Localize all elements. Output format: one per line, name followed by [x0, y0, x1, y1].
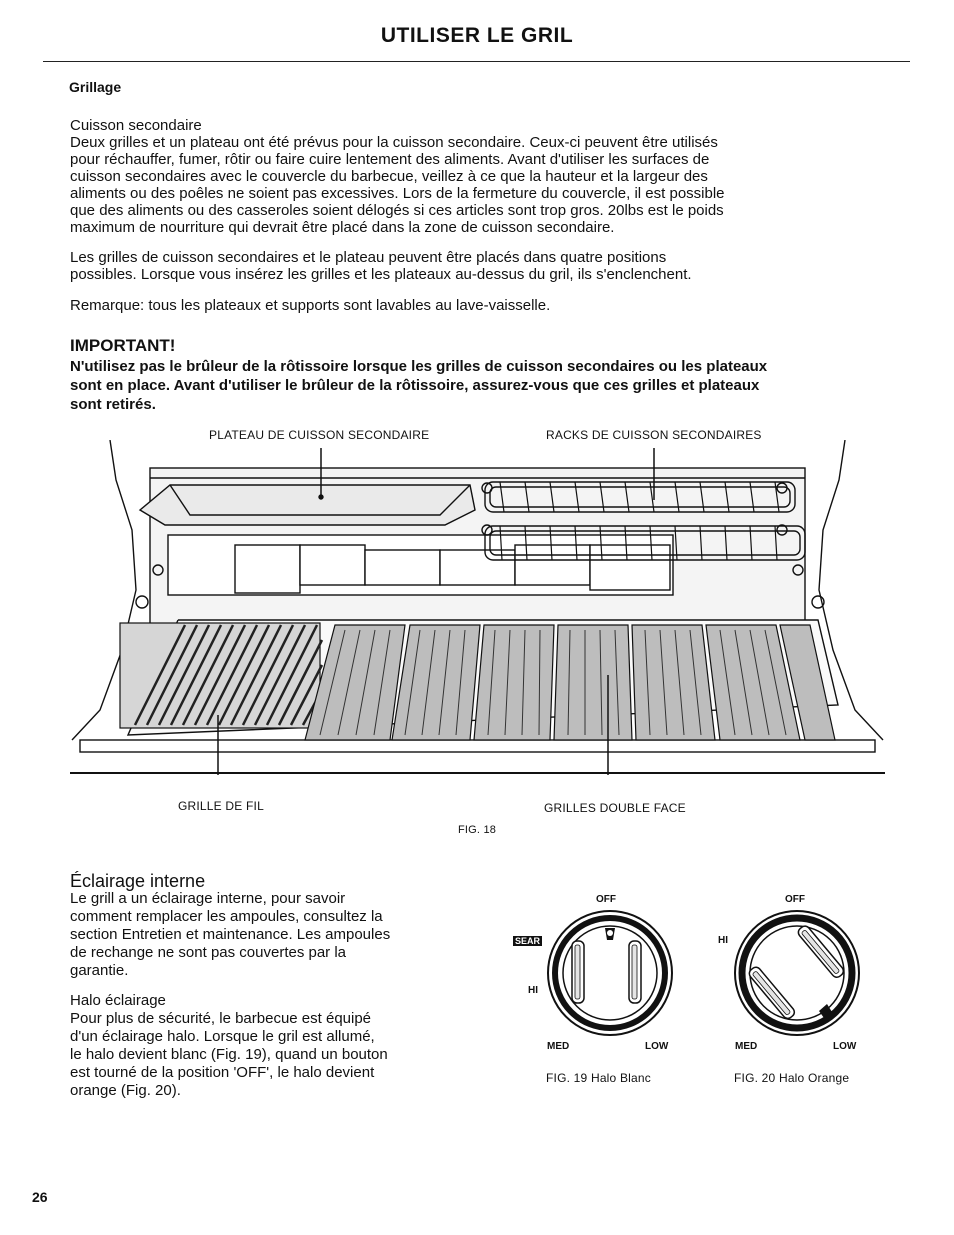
page-number: 26 [32, 1189, 48, 1205]
dial20-low-label: LOW [833, 1041, 857, 1052]
text-line: maximum de nourriture qui devrait être placé dans la zone de cuisson secondaire. [70, 219, 615, 236]
subheading-cuisson-secondaire: Cuisson secondaire [70, 117, 202, 134]
important-text [70, 357, 890, 414]
text-line: Le grill a un éclairage interne, pour savoir [70, 890, 346, 907]
paragraph-halo [70, 1010, 388, 1100]
text-line: Les grilles de cuisson secondaires et le plateau peuvent être placés dans quatre positions [70, 249, 667, 266]
section-heading-lighting: Éclairage interne [70, 871, 206, 891]
text-line: Deux grilles et un plateau ont été prévus pour la cuisson secondaire. Ceux-ci peuvent être utilisés [70, 134, 718, 151]
dial20-hi-label: HI [718, 935, 728, 946]
fig18-caption: FIG. 18 [458, 824, 497, 836]
text-line: Pour plus de sécurité, le barbecue est équipé [70, 1010, 372, 1027]
dial19-low-label: LOW [645, 1041, 669, 1052]
paragraph-positions [70, 249, 890, 283]
text-line: sont retirés. [70, 396, 156, 413]
fig20-caption: FIG. 20 Halo Orange [734, 1071, 850, 1085]
text-line: comment remplacer les ampoules, consultez la [70, 908, 383, 925]
text-line: pour réchauffer, fumer, rôtir ou faire cuire lentement des aliments. Avant d'utiliser les surfaces de [70, 151, 710, 168]
text-line: N'utilisez pas le brûleur de la rôtissoire lorsque les grilles de cuisson secondaires ou les plateaux [70, 358, 768, 375]
text-line: orange (Fig. 20). [70, 1082, 181, 1099]
dial20-med-label: MED [735, 1041, 758, 1052]
paragraph-lighting [70, 890, 390, 980]
dial19-off-label: OFF [596, 894, 616, 905]
page-title: UTILISER LE GRIL [380, 24, 574, 47]
text-line: aliments ou des poêles ne soient pas excessives. Lors de la fermeture du couvercle, il est possible [70, 185, 725, 202]
note-dishwasher: Remarque: tous les plateaux et supports sont lavables au lave-vaisselle. [70, 297, 551, 314]
knob-halo-white [545, 908, 675, 1038]
paragraph-cuisson-secondaire [70, 134, 890, 236]
label-tray: PLATEAU DE CUISSON SECONDAIRE [209, 428, 430, 442]
important-heading: IMPORTANT! [70, 336, 176, 355]
dial20-off-label: OFF [785, 894, 805, 905]
text-line: de rechange ne sont pas couvertes par la [70, 944, 347, 961]
label-racks: RACKS DE CUISSON SECONDAIRES [546, 428, 762, 442]
text-line: que des aliments ou des casseroles soient délogés si ces articles sont trop gros. 20lbs est le poids [70, 202, 724, 219]
dial19-hi-label: HI [528, 985, 538, 996]
text-line: possibles. Lorsque vous insérez les grilles et les plateaux au-dessus du gril, ils s'enclenchent. [70, 266, 692, 283]
text-line: le halo devient blanc (Fig. 19), quand un bouton [70, 1046, 388, 1063]
text-line: est tourné de la position 'OFF', le halo devient [70, 1064, 375, 1081]
dial19-med-label: MED [547, 1041, 570, 1052]
label-double-grates: GRILLES DOUBLE FACE [544, 801, 686, 815]
fig19-caption: FIG. 19 Halo Blanc [546, 1071, 651, 1085]
text-line: cuisson secondaires avec le couvercle du barbecue, veillez à ce que la hauteur et la largeur des [70, 168, 708, 185]
dial19-sear-label: SEAR [515, 936, 541, 946]
knob-halo-orange [732, 908, 862, 1038]
text-line: d'un éclairage halo. Lorsque le gril est allumé, [70, 1028, 375, 1045]
text-line: section Entretien et maintenance. Les ampoules [70, 926, 391, 943]
section-heading-grillage: Grillage [69, 79, 122, 95]
grill-illustration [70, 440, 885, 775]
label-wire-grate: GRILLE DE FIL [178, 799, 264, 813]
text-line: garantie. [70, 962, 129, 979]
text-line: sont en place. Avant d'utiliser le brûleur de la rôtissoire, assurez-vous que ces grilles et plateaux [70, 377, 760, 394]
header-rule [43, 61, 910, 62]
subheading-halo: Halo éclairage [70, 992, 166, 1009]
